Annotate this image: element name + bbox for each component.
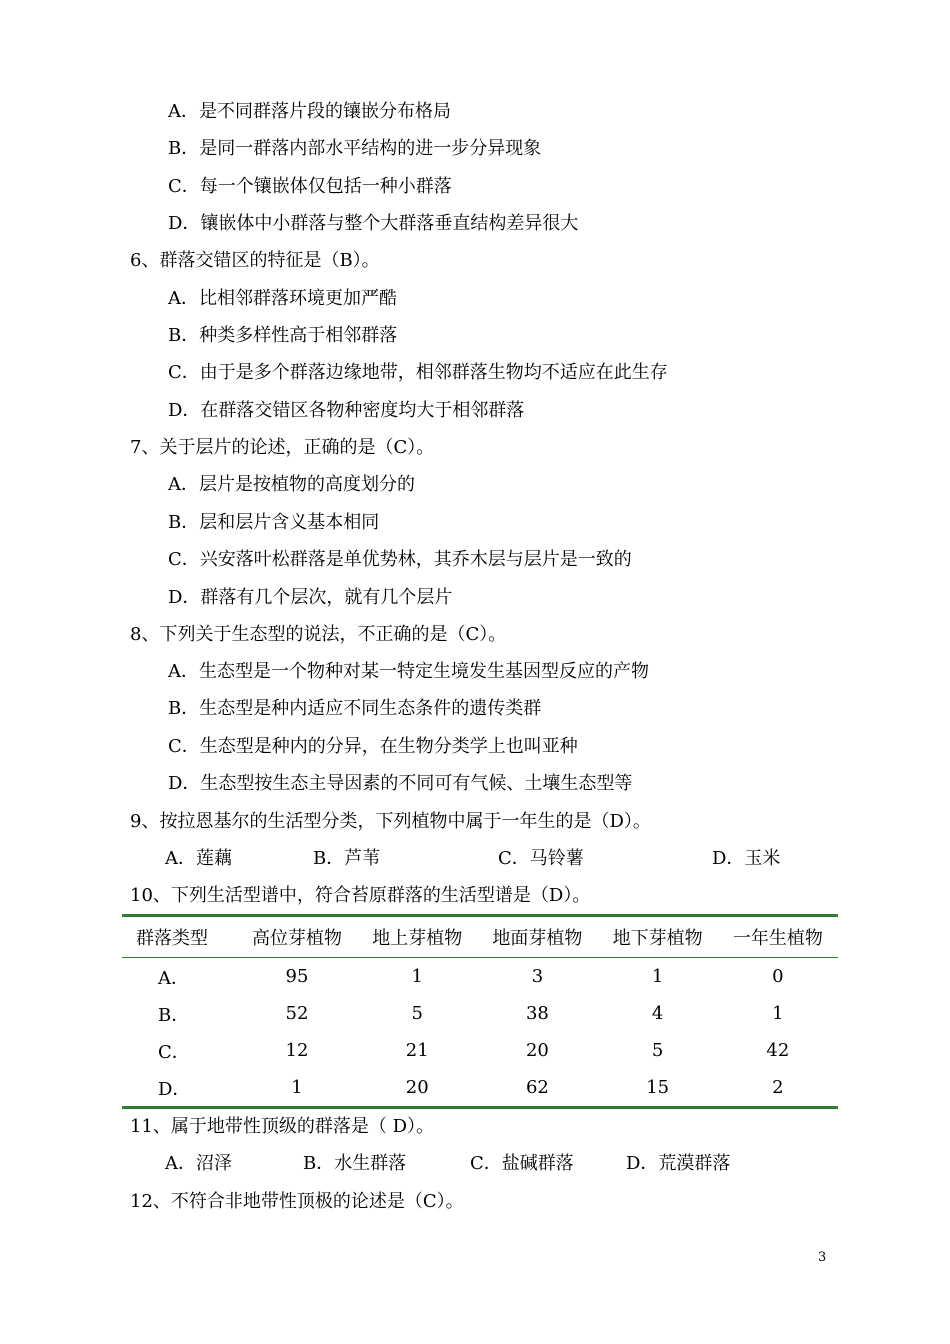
q7-option-a: A．层片是按植物的高度划分的 bbox=[168, 474, 415, 495]
q11-stem: 11、属于地带性顶级的群落是（ D）。 bbox=[130, 1116, 435, 1137]
q9-option-d: D．玉米 bbox=[712, 848, 781, 869]
table-row bbox=[122, 1069, 838, 1108]
table-cell: 1 bbox=[411, 966, 423, 987]
table-cell: 1 bbox=[651, 966, 664, 987]
page-number: 3 bbox=[818, 1250, 827, 1265]
table-cell: 2 bbox=[772, 1077, 784, 1098]
q11-option-b: B．水生群落 bbox=[303, 1153, 407, 1174]
q9-option-c: C．马铃薯 bbox=[498, 848, 584, 869]
table-cell: 20 bbox=[525, 1040, 549, 1061]
q8-stem: 8、下列关于生态型的说法，不正确的是（C）。 bbox=[130, 624, 507, 645]
table-header-cell: 地面芽植物 bbox=[477, 916, 597, 958]
q6-option-b: B．种类多样性高于相邻群落 bbox=[168, 325, 398, 346]
table-header-cell: 地下芽植物 bbox=[598, 916, 718, 958]
table-cell: 12 bbox=[285, 1040, 309, 1061]
table-cell: 0 bbox=[772, 966, 784, 987]
q5-option-a: A．是不同群落片段的镶嵌分布格局 bbox=[168, 101, 451, 122]
q5-option-d: D．镶嵌体中小群落与整个大群落垂直结构差异很大 bbox=[168, 213, 579, 234]
q11-option-c: C．盐碱群落 bbox=[470, 1153, 574, 1174]
table-header-cell: 一年生植物 bbox=[718, 916, 838, 958]
table-cell: 1 bbox=[772, 1003, 784, 1024]
table-cell: 1 bbox=[291, 1077, 303, 1098]
q6-stem: 6、群落交错区的特征是（B）。 bbox=[130, 250, 380, 271]
q8-option-a: A．生态型是一个物种对某一特定生境发生基因型反应的产物 bbox=[168, 661, 649, 682]
q12-stem: 12、不符合非地带性顶极的论述是（C）。 bbox=[130, 1191, 464, 1212]
table-cell: 5 bbox=[651, 1040, 664, 1061]
table-cell: 3 bbox=[531, 966, 544, 987]
table-row bbox=[122, 1032, 838, 1069]
q7-option-b: B．层和层片含义基本相同 bbox=[168, 512, 380, 533]
table-cell: D． bbox=[158, 1078, 191, 1100]
q11-option-a: A．沼泽 bbox=[165, 1153, 232, 1174]
q6-option-c: C．由于是多个群落边缘地带，相邻群落生物均不适应在此生存 bbox=[168, 362, 668, 383]
table-cell: 95 bbox=[285, 966, 309, 987]
table-cell: 52 bbox=[285, 1003, 309, 1024]
table-cell: 5 bbox=[411, 1003, 423, 1024]
q10-stem: 10、下列生活型谱中，符合苔原群落的生活型谱是（D）。 bbox=[130, 885, 591, 906]
life-form-spectrum-table bbox=[122, 914, 838, 1109]
q8-option-b: B．生态型是种内适应不同生态条件的遗传类群 bbox=[168, 698, 542, 719]
table-cell: A． bbox=[158, 967, 189, 989]
table-header-row bbox=[122, 916, 838, 958]
q9-option-a: A．莲藕 bbox=[165, 848, 232, 869]
table-cell: 42 bbox=[766, 1040, 790, 1061]
table-row bbox=[122, 958, 838, 996]
table-cell: 21 bbox=[405, 1040, 429, 1061]
q6-option-d: D．在群落交错区各物种密度均大于相邻群落 bbox=[168, 400, 525, 421]
table-row bbox=[122, 995, 838, 1032]
q9-option-b: B．芦苇 bbox=[313, 848, 381, 869]
table-cell: 20 bbox=[405, 1077, 429, 1098]
q9-stem: 9、按拉恩基尔的生活型分类，下列植物中属于一年生的是（D）。 bbox=[130, 811, 651, 832]
q7-stem: 7、关于层片的论述，正确的是（C）。 bbox=[130, 437, 435, 458]
table-cell: 38 bbox=[525, 1003, 549, 1024]
table-cell: 15 bbox=[646, 1077, 670, 1098]
table-header-cell: 地上芽植物 bbox=[357, 916, 477, 958]
table-cell: 4 bbox=[651, 1003, 664, 1024]
q5-option-c: C．每一个镶嵌体仅包括一种小群落 bbox=[168, 176, 452, 197]
q7-option-c: C．兴安落叶松群落是单优势林，其乔木层与层片是一致的 bbox=[168, 549, 632, 570]
table-header-cell: 群落类型 bbox=[122, 916, 237, 958]
q6-option-a: A．比相邻群落环境更加严酷 bbox=[168, 288, 397, 309]
q8-option-c: C．生态型是种内的分异，在生物分类学上也叫亚种 bbox=[168, 736, 578, 757]
table-header-cell: 高位芽植物 bbox=[237, 916, 357, 958]
q11-option-d: D．荒漠群落 bbox=[626, 1153, 731, 1174]
table-cell: 62 bbox=[525, 1077, 549, 1098]
table-cell: C． bbox=[158, 1041, 190, 1063]
q5-option-b: B．是同一群落内部水平结构的进一步分异现象 bbox=[168, 138, 542, 159]
table-cell: B． bbox=[158, 1004, 190, 1026]
q8-option-d: D．生态型按生态主导因素的不同可有气候、土壤生态型等 bbox=[168, 773, 633, 794]
q7-option-d: D．群落有几个层次，就有几个层片 bbox=[168, 587, 453, 608]
